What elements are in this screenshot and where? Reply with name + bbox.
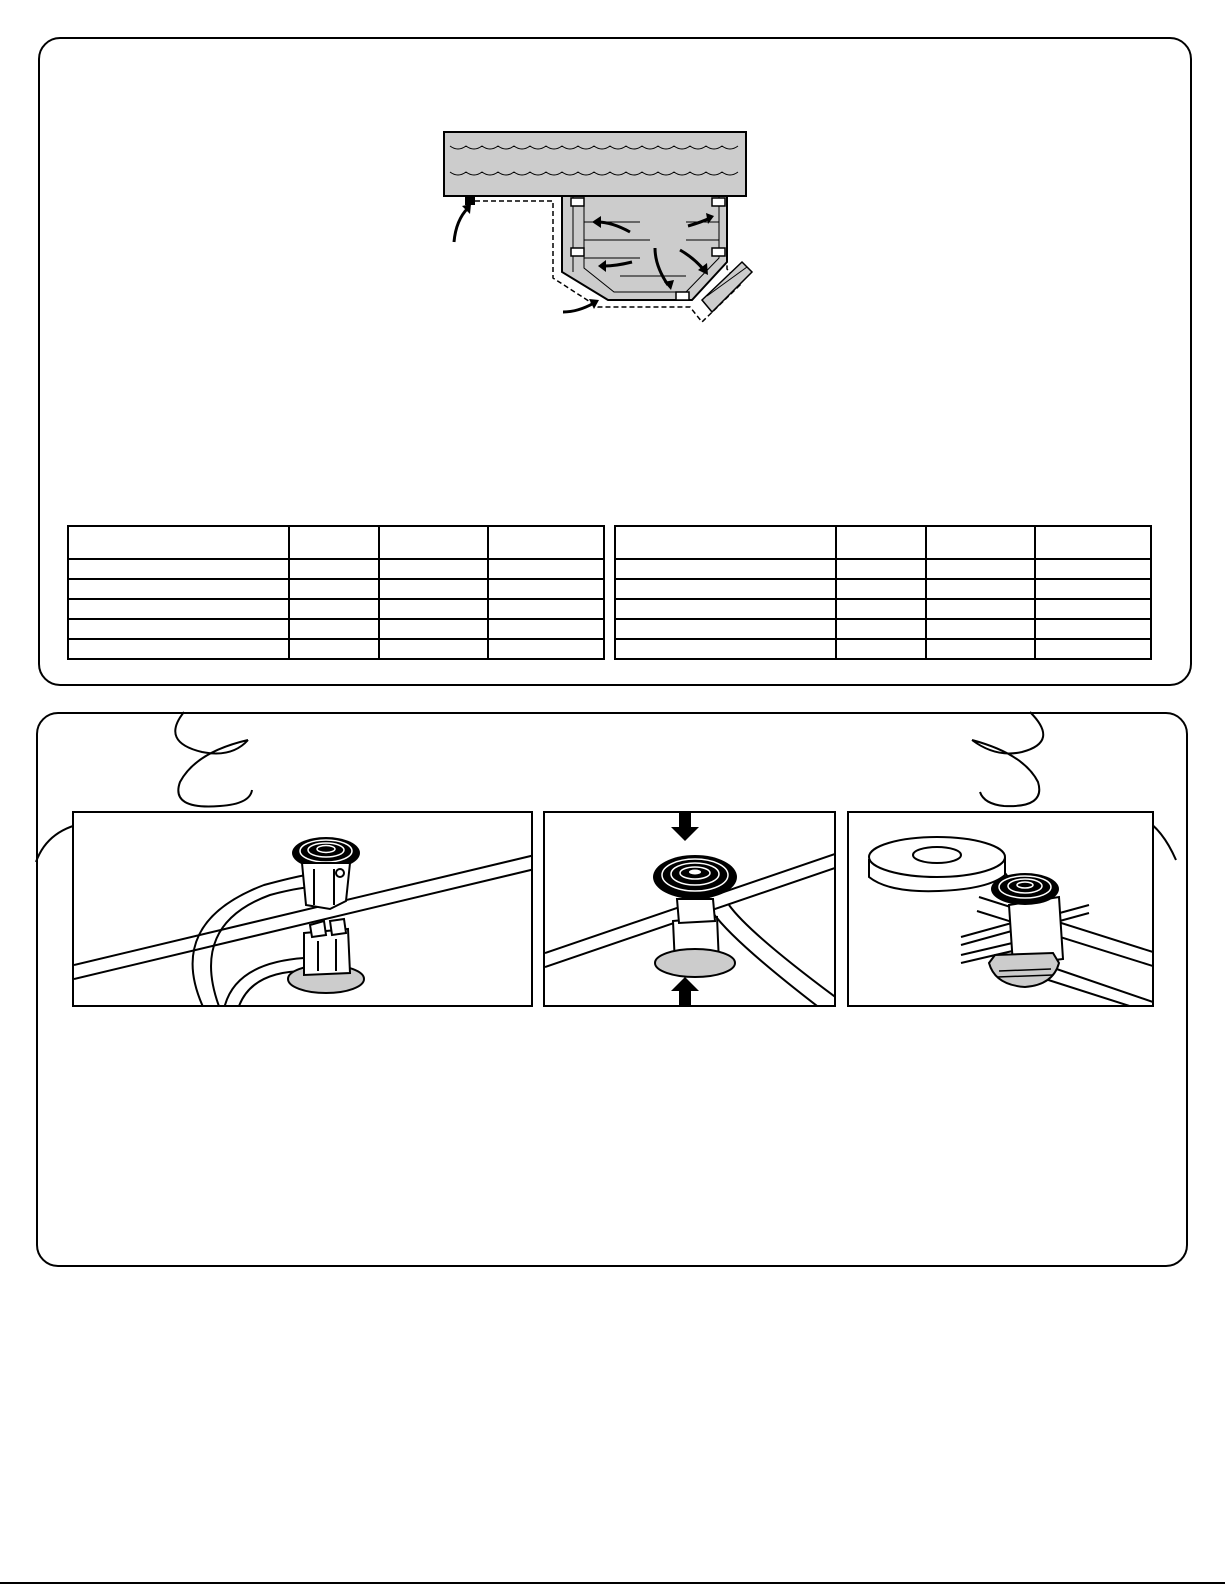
page-bottom-rule — [0, 1582, 1225, 1584]
connector-taped-icon — [849, 813, 1154, 1007]
connector-press-icon — [545, 813, 836, 1007]
connector-open-illustration — [72, 811, 533, 1007]
press-down-arrow-icon — [671, 813, 699, 841]
connector-open-icon — [74, 813, 533, 1007]
connector-base-icon — [288, 919, 364, 993]
connector-taped-illustration — [847, 811, 1154, 1007]
press-up-arrow-icon — [671, 977, 699, 1007]
connector-press-illustration — [543, 811, 836, 1007]
